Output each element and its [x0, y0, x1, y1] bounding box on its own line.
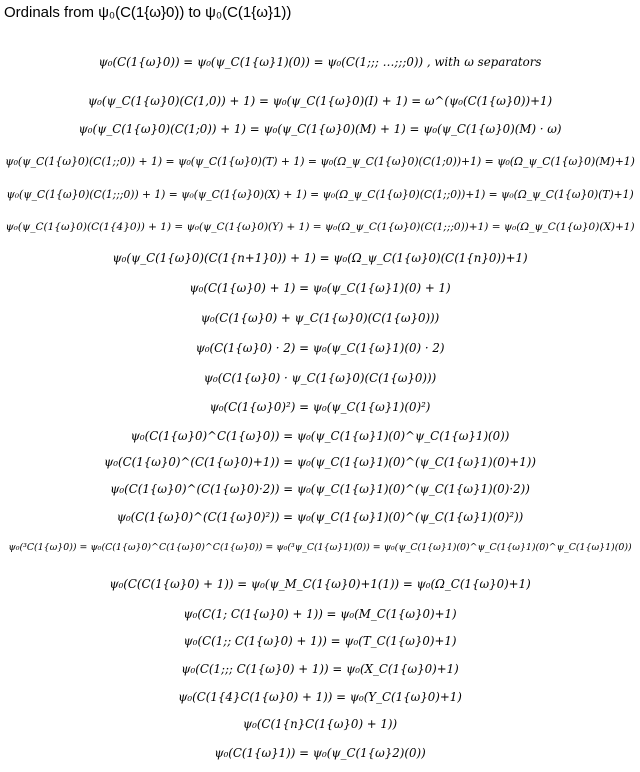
equation-line: ψ₀(ψ_C(1{ω}0)(C(1{4}0)) + 1) = ψ₀(ψ_C(1{ω}0)(Y) + 1) = ψ₀(Ω_ψ_C(1{ω}0)(C(1;;;0))+1) = ψ₀(Ω_ψ_C(1{ω}0)(X)+1) — [5, 221, 635, 233]
equation-line: ψ₀(ψ_C(1{ω}0)(C(1;0)) + 1) = ψ₀(ψ_C(1{ω}0)(M) + 1) = ψ₀(ψ_C(1{ω}0)(M) · ω) — [78, 122, 562, 136]
equation-line: ψ₀(ψ_C(1{ω}0)(C(1,0)) + 1) = ψ₀(ψ_C(1{ω}0)(I) + 1) = ω^(ψ₀(C(1{ω}0))+1) — [87, 94, 553, 108]
equation-line: ψ₀(³C(1{ω}0)) = ψ₀(C(1{ω}0)^C(1{ω}0)^C(1{ω}0)) = ψ₀(³ψ_C(1{ω}1)(0)) = ψ₀(ψ_C(1{ω}1)(0)^ψ_C(1{ω}1)(0)^ψ_C(1{ω}1)(0)) — [8, 542, 632, 553]
equation-line: ψ₀(C(1; C(1{ω}0) + 1)) = ψ₀(M_C(1{ω}0)+1) — [183, 607, 457, 621]
equation-line: ψ₀(C(1{ω}0) + ψ_C(1{ω}0)(C(1{ω}0))) — [200, 311, 440, 325]
equation-line: ψ₀(C(1{ω}0)^(C(1{ω}0)+1)) = ψ₀(ψ_C(1{ω}1)(0)^(ψ_C(1{ω}1)(0)+1)) — [104, 455, 536, 469]
equation-line: ψ₀(C(1{ω}0)^C(1{ω}0)) = ψ₀(ψ_C(1{ω}1)(0)^ψ_C(1{ω}1)(0)) — [130, 429, 510, 443]
equation-line: ψ₀(C(1;; C(1{ω}0) + 1)) = ψ₀(T_C(1{ω}0)+1) — [183, 634, 457, 648]
equation-line: ψ₀(C(1{ω}0) · ψ_C(1{ω}0)(C(1{ω}0))) — [203, 371, 437, 385]
equation-line: ψ₀(C(1{4}C(1{ω}0) + 1)) = ψ₀(Y_C(1{ω}0)+1) — [178, 690, 462, 704]
equation-line: ψ₀(C(1;;; C(1{ω}0) + 1)) = ψ₀(X_C(1{ω}0)+1) — [181, 662, 459, 676]
equation-line: ψ₀(ψ_C(1{ω}0)(C(1;;;0)) + 1) = ψ₀(ψ_C(1{ω}0)(X) + 1) = ψ₀(Ω_ψ_C(1{ω}0)(C(1;;0))+1) = ψ₀(Ω_ψ_C(1{ω}0)(T)+1) — [6, 188, 634, 201]
equation-line: ψ₀(C(1{ω}0) · 2) = ψ₀(ψ_C(1{ω}1)(0) · 2) — [195, 341, 445, 355]
equation-line: ψ₀(C(1{ω}0) + 1) = ψ₀(ψ_C(1{ω}1)(0) + 1) — [189, 281, 451, 295]
page-title: Ordinals from ψ₀(C(1{ω}0)) to ψ₀(C(1{ω}1)) — [4, 4, 292, 21]
equation-line: ψ₀(C(1{n}C(1{ω}0) + 1)) — [242, 717, 398, 731]
equation-line: ψ₀(C(1{ω}0)^(C(1{ω}0)²)) = ψ₀(ψ_C(1{ω}1)(0)^(ψ_C(1{ω}1)(0)²)) — [116, 510, 524, 524]
equation-line: ψ₀(C(1{ω}0)) = ψ₀(ψ_C(1{ω}1)(0)) = ψ₀(C(1;;; …;;;0)) , with ω separators — [98, 55, 542, 69]
equation-line: ψ₀(C(C(1{ω}0) + 1)) = ψ₀(ψ_M_C(1{ω}0)+1(1)) = ψ₀(Ω_C(1{ω}0)+1) — [109, 577, 531, 591]
equation-line: ψ₀(ψ_C(1{ω}0)(C(1;;0)) + 1) = ψ₀(ψ_C(1{ω}0)(T) + 1) = ψ₀(Ω_ψ_C(1{ω}0)(C(1;0))+1) = ψ₀(Ω_ψ_C(1{ω}0)(M)+1) — [5, 155, 635, 168]
equation-line: ψ₀(C(1{ω}1)) = ψ₀(ψ_C(1{ω}2)(0)) — [214, 746, 426, 760]
equation-line: ψ₀(C(1{ω}0)²) = ψ₀(ψ_C(1{ω}1)(0)²) — [209, 400, 431, 414]
equation-line: ψ₀(C(1{ω}0)^(C(1{ω}0)·2)) = ψ₀(ψ_C(1{ω}1)(0)^(ψ_C(1{ω}1)(0)·2)) — [110, 482, 530, 496]
equation-line: ψ₀(ψ_C(1{ω}0)(C(1{n+1}0)) + 1) = ψ₀(Ω_ψ_C(1{ω}0)(C(1{n}0))+1) — [112, 251, 528, 265]
